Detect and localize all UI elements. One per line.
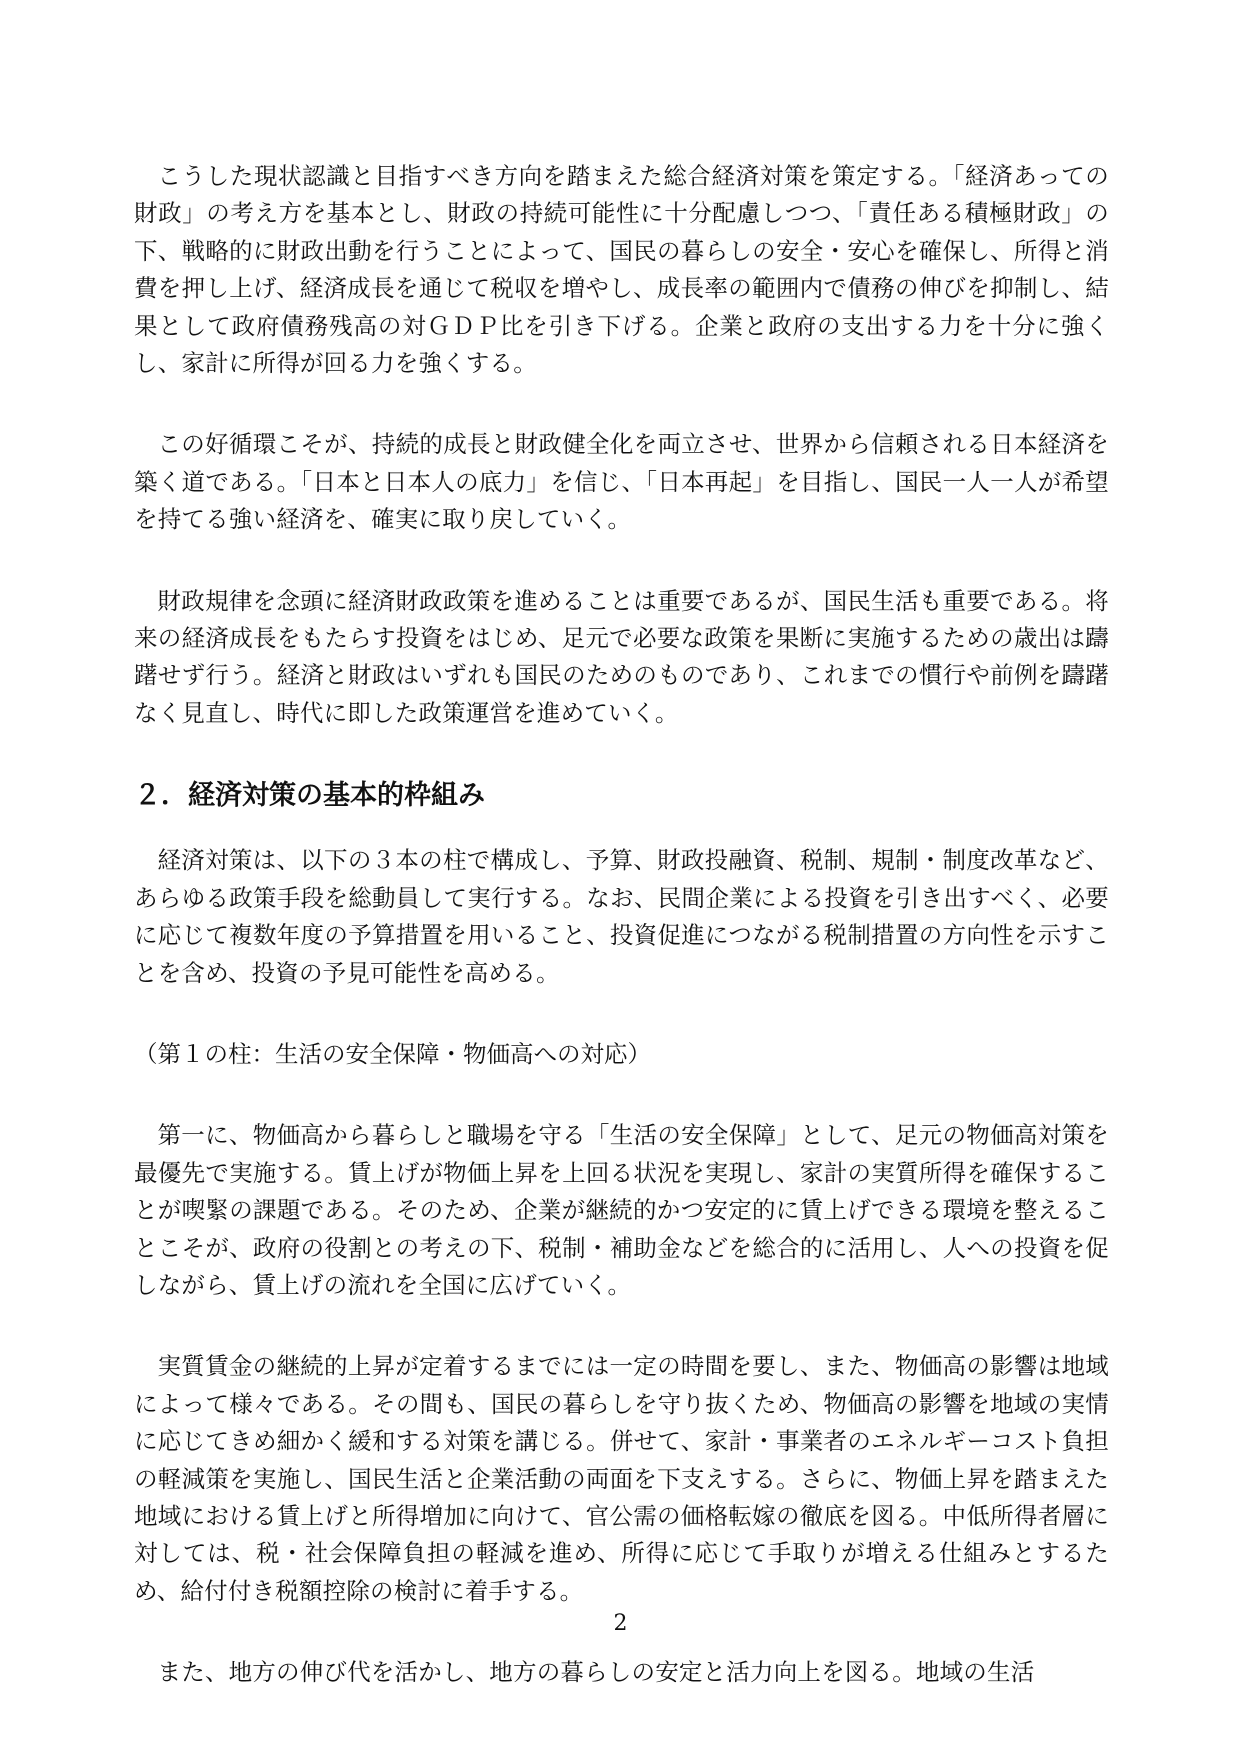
paragraph-1: こうした現状認識と目指すべき方向を踏まえた総合経済対策を策定する。「経済あっての財政」の考え方を基本とし、財政の持続可能性に十分配慮しつつ、「責任ある積極財政」の下、戦略的に財政出動を行うことによって、国民の暮らしの安全・安心を確保し、所得と消費を押し上げ、経済成長を通じて税収を増やし、成長率の範囲内で債務の伸びを抑制し、結果として政府債務残高の対ＧＤＰ比を引き下げる。企業と政府の支出する力を十分に強くし、家計に所得が回る力を強くする。 [134,162,1109,378]
page-number: 2 [613,1611,628,1636]
paragraph-2: この好循環こそが、持続的成長と財政健全化を両立させ、世界から信頼される日本経済を築く道である。「日本と日本人の底力」を信じ、「日本再起」を目指し、国民一人一人が希望を持てる強い経済を、確実に取り戻していく。 [134,430,1109,534]
pillar-paragraph-3: また、地方の伸び代を活かし、地方の暮らしの安定と活力向上を図る。地域の生活 [157,1658,1035,1687]
pillar-paragraph-1: 第一に、物価高から暮らしと職場を守る「生活の安全保障」として、足元の物価高対策を最優先で実施する。賃上げが物価上昇を上回る状況を実現し、家計の実質所得を確保することが喫緊の課題である。そのため、企業が継続的かつ安定的に賃上げできる環境を整えることこそが、政府の役割との考えの下、税制・補助金などを総合的に活用し、人への投資を促しながら、賃上げの流れを全国に広げていく。 [134,1121,1109,1299]
page-content [134,158,1109,1736]
section-intro: 経済対策は、以下の３本の柱で構成し、予算、財政投融資、税制、規制・制度改革など、あらゆる政策手段を総動員して実行する。なお、民間企業による投資を引き出すべく、必要に応じて複数年度の予算措置を用いること、投資促進につながる税制措置の方向性を示すことを含め、投資の予見可能性を高める。 [134,846,1109,987]
section-heading: ２．経済対策の基本的枠組み [134,780,485,812]
pillar-heading: （第１の柱：生活の安全保障・物価高への対応） [134,1039,651,1068]
pillar-paragraph-2: 実質賃金の継続的上昇が定着するまでには一定の時間を要し、また、物価高の影響は地域によって様々である。その間も、国民の暮らしを守り抜くため、物価高の影響を地域の実情に応じてきめ細かく緩和する対策を講じる。併せて、家計・事業者のエネルギーコスト負担の軽減策を実施し、国民生活と企業活動の両面を下支えする。さらに、物価上昇を踏まえた地域における賃上げと所得増加に向けて、官公需の価格転嫁の徹底を図る。中低所得者層に対しては、税・社会保障負担の軽減を進め、所得に応じて手取りが増える仕組みとするため、給付付き税額控除の検討に着手する。 [134,1352,1109,1605]
paragraph-3: 財政規律を念頭に経済財政政策を進めることは重要であるが、国民生活も重要である。将来の経済成長をもたらす投資をはじめ、足元で必要な政策を果断に実施するための歳出は躊躇せず行う。経済と財政はいずれも国民のためのものであり、これまでの慣行や前例を躊躇なく見直し、時代に即した政策運営を進めていく。 [134,586,1109,727]
